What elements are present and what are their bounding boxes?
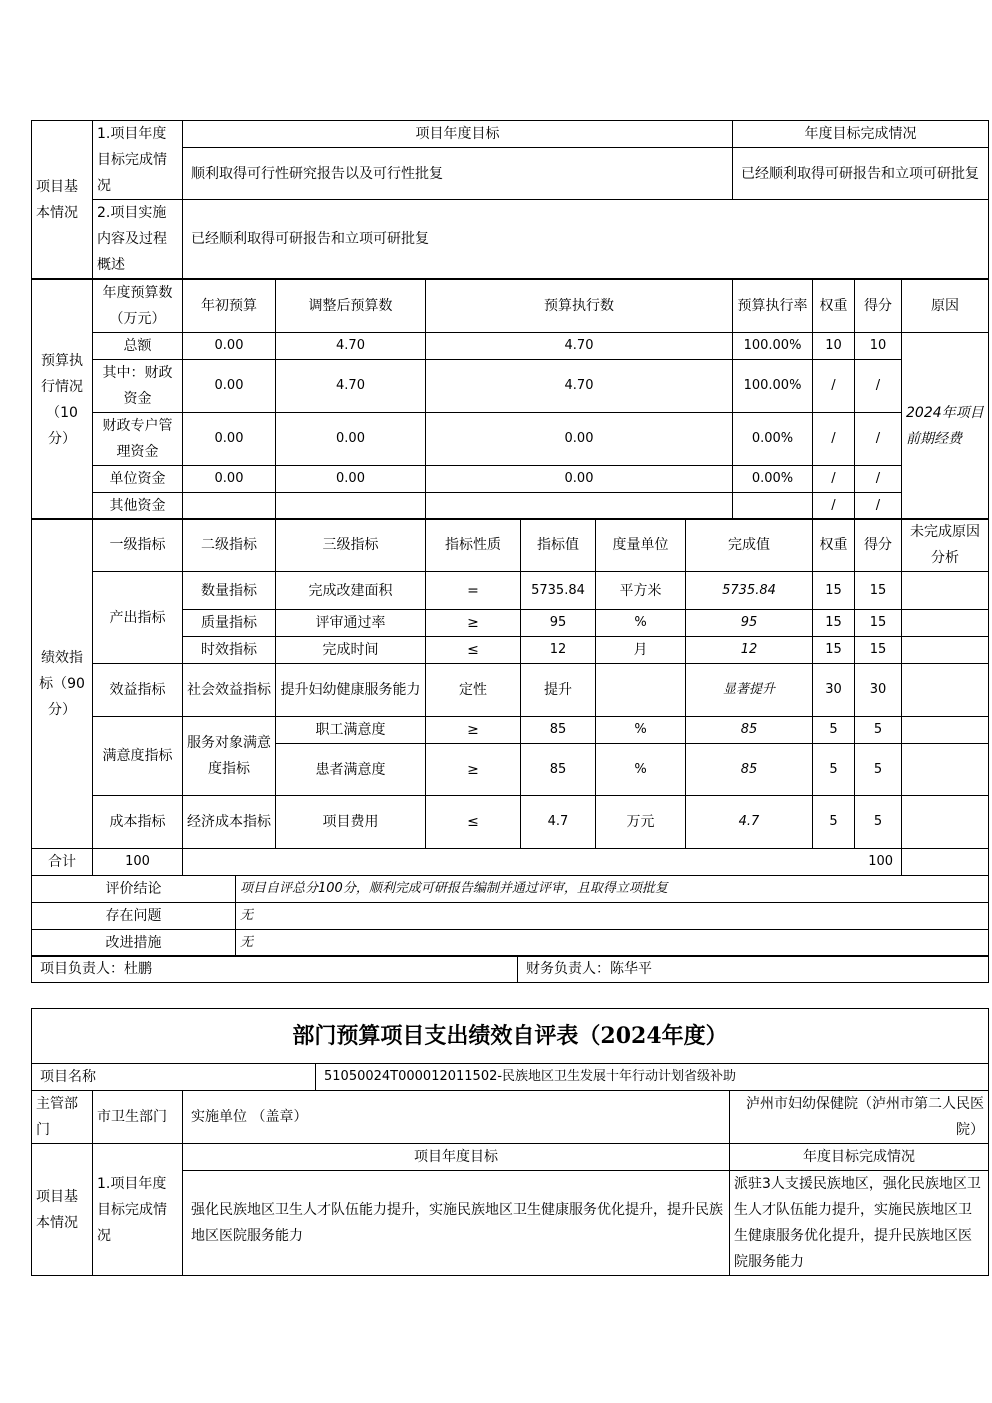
perf-done: 显著提升 <box>686 664 813 717</box>
perf-reason <box>902 637 989 664</box>
dept-label: 主管部门 <box>32 1091 93 1144</box>
t2-annual-goal-header: 项目年度目标 <box>183 1144 730 1171</box>
budget-col-initial: 年初预算 <box>183 280 276 333</box>
budget-row-executed <box>426 493 733 520</box>
annual-goal-text: 顺利取得可行性研究报告以及可行性批复 <box>183 148 733 200</box>
budget-row-initial: 0.00 <box>183 413 276 466</box>
project-name: 51050024T000012011502-民族地区卫生发展十年行动计划省级补助 <box>316 1064 989 1091</box>
budget-reason: 2024年项目前期经费 <box>902 333 989 520</box>
budget-row-executed: 4.70 <box>426 333 733 360</box>
perf-header-weight: 权重 <box>813 519 855 572</box>
perf-reason <box>902 796 989 849</box>
improve-text: 无 <box>236 930 989 957</box>
perf-header-unit: 度量单位 <box>596 519 686 572</box>
perf-header-score: 得分 <box>855 519 902 572</box>
perf-value: 85 <box>521 744 596 796</box>
completion-text: 已经顺利取得可研报告和立项可研批复 <box>733 148 989 200</box>
budget-col-rate: 预算执行率 <box>733 280 813 333</box>
budget-row-score: / <box>855 466 902 493</box>
dept-value: 市卫生部门 <box>93 1091 183 1144</box>
perf-l1-satisfaction: 满意度指标 <box>93 717 183 796</box>
perf-nature: ≥ <box>426 744 521 796</box>
budget-row <box>32 360 989 413</box>
perf-unit: % <box>596 717 686 744</box>
budget-row-score: / <box>855 413 902 466</box>
perf-value: 95 <box>521 610 596 637</box>
perf-reason <box>902 572 989 610</box>
total-score: 100 <box>183 849 902 876</box>
issues-label: 存在问题 <box>32 903 236 930</box>
budget-row-weight: / <box>813 360 855 413</box>
annual-goal-header: 项目年度目标 <box>183 121 733 148</box>
perf-l3: 项目费用 <box>276 796 426 849</box>
t2-annual-goal: 强化民族地区卫生人才队伍能力提升，实施民族地区卫生健康服务优化提升，提升民族地区医院服务能力 <box>183 1171 730 1276</box>
project-name-label: 项目名称 <box>32 1064 316 1091</box>
perf-l3: 完成时间 <box>276 637 426 664</box>
perf-score: 5 <box>855 717 902 744</box>
t2-basic-info-label: 项目基本情况 <box>32 1144 93 1276</box>
perf-done: 95 <box>686 610 813 637</box>
perf-header-l1: 一级指标 <box>93 519 183 572</box>
project-leader: 项目负责人：杜鹏 <box>32 956 518 983</box>
budget-row-weight: / <box>813 493 855 520</box>
issues-text: 无 <box>236 903 989 930</box>
perf-done: 4.7 <box>686 796 813 849</box>
perf-score: 5 <box>855 744 902 796</box>
perf-reason <box>902 744 989 796</box>
perf-header-nature: 指标性质 <box>426 519 521 572</box>
total-blank <box>902 849 989 876</box>
summary-table <box>31 848 989 957</box>
completion-header: 年度目标完成情况 <box>733 121 989 148</box>
budget-row-rate: 0.00% <box>733 413 813 466</box>
budget-col-weight: 权重 <box>813 280 855 333</box>
perf-header-value: 指标值 <box>521 519 596 572</box>
performance-table-2 <box>31 1008 989 1276</box>
budget-row-name: 财政专户管理资金 <box>93 413 183 466</box>
impl-unit-value: 泸州市妇幼保健院（泸州市第二人民医院） <box>730 1091 989 1144</box>
budget-col-executed: 预算执行数 <box>426 280 733 333</box>
perf-l1-cost: 成本指标 <box>93 796 183 849</box>
perf-row <box>32 572 989 610</box>
perf-weight: 30 <box>813 664 855 717</box>
perf-l3: 完成改建面积 <box>276 572 426 610</box>
perf-header-l2: 二级指标 <box>183 519 276 572</box>
perf-score: 30 <box>855 664 902 717</box>
improve-label: 改进措施 <box>32 930 236 957</box>
budget-row-executed: 4.70 <box>426 360 733 413</box>
perf-l3: 患者满意度 <box>276 744 426 796</box>
perf-done: 5735.84 <box>686 572 813 610</box>
budget-row <box>32 493 989 520</box>
perf-nature: = <box>426 572 521 610</box>
budget-row-rate: 100.00% <box>733 360 813 413</box>
budget-row-name: 总额 <box>93 333 183 360</box>
perf-done: 12 <box>686 637 813 664</box>
budget-row-adjusted: 4.70 <box>276 333 426 360</box>
perf-row <box>32 717 989 744</box>
perf-unit: 万元 <box>596 796 686 849</box>
perf-section-label: 绩效指标（90分） <box>32 519 93 849</box>
budget-col-score: 得分 <box>855 280 902 333</box>
perf-l2: 时效指标 <box>183 637 276 664</box>
perf-l3: 职工满意度 <box>276 717 426 744</box>
budget-col-annual: 年度预算数（万元） <box>93 280 183 333</box>
budget-row-weight: / <box>813 413 855 466</box>
perf-unit <box>596 664 686 717</box>
budget-row <box>32 466 989 493</box>
perf-score: 5 <box>855 796 902 849</box>
perf-l1-output: 产出指标 <box>93 572 183 664</box>
budget-row-adjusted: 0.00 <box>276 413 426 466</box>
budget-row-initial: 0.00 <box>183 333 276 360</box>
perf-done: 85 <box>686 717 813 744</box>
budget-row-score: / <box>855 360 902 413</box>
perf-unit: % <box>596 610 686 637</box>
perf-value: 85 <box>521 717 596 744</box>
budget-col-adjusted: 调整后预算数 <box>276 280 426 333</box>
perf-unit: % <box>596 744 686 796</box>
perf-nature: ≥ <box>426 610 521 637</box>
performance-table-1 <box>31 120 989 279</box>
conclusion-text: 项目自评总分100分，顺利完成可研报告编制并通过评审，且取得立项批复 <box>236 876 989 903</box>
budget-row-score: / <box>855 493 902 520</box>
perf-nature: ≤ <box>426 796 521 849</box>
perf-done: 85 <box>686 744 813 796</box>
goal-label: 1.项目年度目标完成情况 <box>93 121 183 200</box>
perf-unit: 平方米 <box>596 572 686 610</box>
budget-row-executed: 0.00 <box>426 413 733 466</box>
perf-l2: 经济成本指标 <box>183 796 276 849</box>
perf-header-reason: 未完成原因分析 <box>902 519 989 572</box>
perf-nature: ≥ <box>426 717 521 744</box>
perf-score: 15 <box>855 572 902 610</box>
budget-row-executed: 0.00 <box>426 466 733 493</box>
budget-row-weight: / <box>813 466 855 493</box>
budget-row-adjusted <box>276 493 426 520</box>
perf-l2: 社会效益指标 <box>183 664 276 717</box>
perf-weight: 15 <box>813 637 855 664</box>
budget-row-adjusted: 0.00 <box>276 466 426 493</box>
budget-row-name: 其中：财政资金 <box>93 360 183 413</box>
budget-row-name: 单位资金 <box>93 466 183 493</box>
impl-label: 2.项目实施内容及过程概述 <box>93 200 183 279</box>
signature-table <box>31 955 989 983</box>
budget-row-rate: 100.00% <box>733 333 813 360</box>
perf-reason <box>902 610 989 637</box>
total-weight: 100 <box>93 849 183 876</box>
perf-value: 5735.84 <box>521 572 596 610</box>
perf-nature: ≤ <box>426 637 521 664</box>
basic-info-label: 项目基本情况 <box>32 121 93 279</box>
perf-score: 15 <box>855 610 902 637</box>
perf-weight: 15 <box>813 610 855 637</box>
perf-value: 提升 <box>521 664 596 717</box>
impl-unit-label: 实施单位 （盖章） <box>183 1091 730 1144</box>
perf-unit: 月 <box>596 637 686 664</box>
perf-reason <box>902 664 989 717</box>
budget-row-rate <box>733 493 813 520</box>
perf-l3: 评审通过率 <box>276 610 426 637</box>
perf-weight: 5 <box>813 717 855 744</box>
perf-l1-benefit: 效益指标 <box>93 664 183 717</box>
perf-weight: 15 <box>813 572 855 610</box>
perf-table <box>31 518 989 849</box>
perf-weight: 5 <box>813 744 855 796</box>
budget-row-initial <box>183 493 276 520</box>
budget-table <box>31 279 989 520</box>
total-label: 合计 <box>32 849 93 876</box>
perf-l2: 数量指标 <box>183 572 276 610</box>
perf-l2: 服务对象满意度指标 <box>183 717 276 796</box>
budget-row-rate: 0.00% <box>733 466 813 493</box>
perf-nature: 定性 <box>426 664 521 717</box>
perf-weight: 5 <box>813 796 855 849</box>
perf-header-done: 完成值 <box>686 519 813 572</box>
t2-completion: 派驻3人支援民族地区，强化民族地区卫生人才队伍能力提升，实施民族地区卫生健康服务优化提升，提升民族地区医院服务能力 <box>730 1171 989 1276</box>
budget-row-score: 10 <box>855 333 902 360</box>
perf-row <box>32 796 989 849</box>
budget-col-reason: 原因 <box>902 280 989 333</box>
perf-row <box>32 664 989 717</box>
budget-row-initial: 0.00 <box>183 360 276 413</box>
impl-text: 已经顺利取得可研报告和立项可研批复 <box>183 200 989 279</box>
perf-value: 4.7 <box>521 796 596 849</box>
budget-row-initial: 0.00 <box>183 466 276 493</box>
t2-completion-header: 年度目标完成情况 <box>730 1144 989 1171</box>
conclusion-label: 评价结论 <box>32 876 236 903</box>
perf-score: 15 <box>855 637 902 664</box>
perf-l3: 提升妇幼健康服务能力 <box>276 664 426 717</box>
budget-row-adjusted: 4.70 <box>276 360 426 413</box>
budget-row-name: 其他资金 <box>93 493 183 520</box>
perf-l2: 质量指标 <box>183 610 276 637</box>
perf-value: 12 <box>521 637 596 664</box>
finance-leader: 财务负责人：陈华平 <box>518 956 989 983</box>
page-title: 部门预算项目支出绩效自评表（2024年度） <box>32 1009 989 1064</box>
budget-section-label: 预算执行情况（10分） <box>32 280 93 520</box>
budget-row <box>32 413 989 466</box>
perf-reason <box>902 717 989 744</box>
perf-header-l3: 三级指标 <box>276 519 426 572</box>
budget-row <box>32 333 989 360</box>
budget-row-weight: 10 <box>813 333 855 360</box>
t2-goal-label: 1.项目年度目标完成情况 <box>93 1144 183 1276</box>
